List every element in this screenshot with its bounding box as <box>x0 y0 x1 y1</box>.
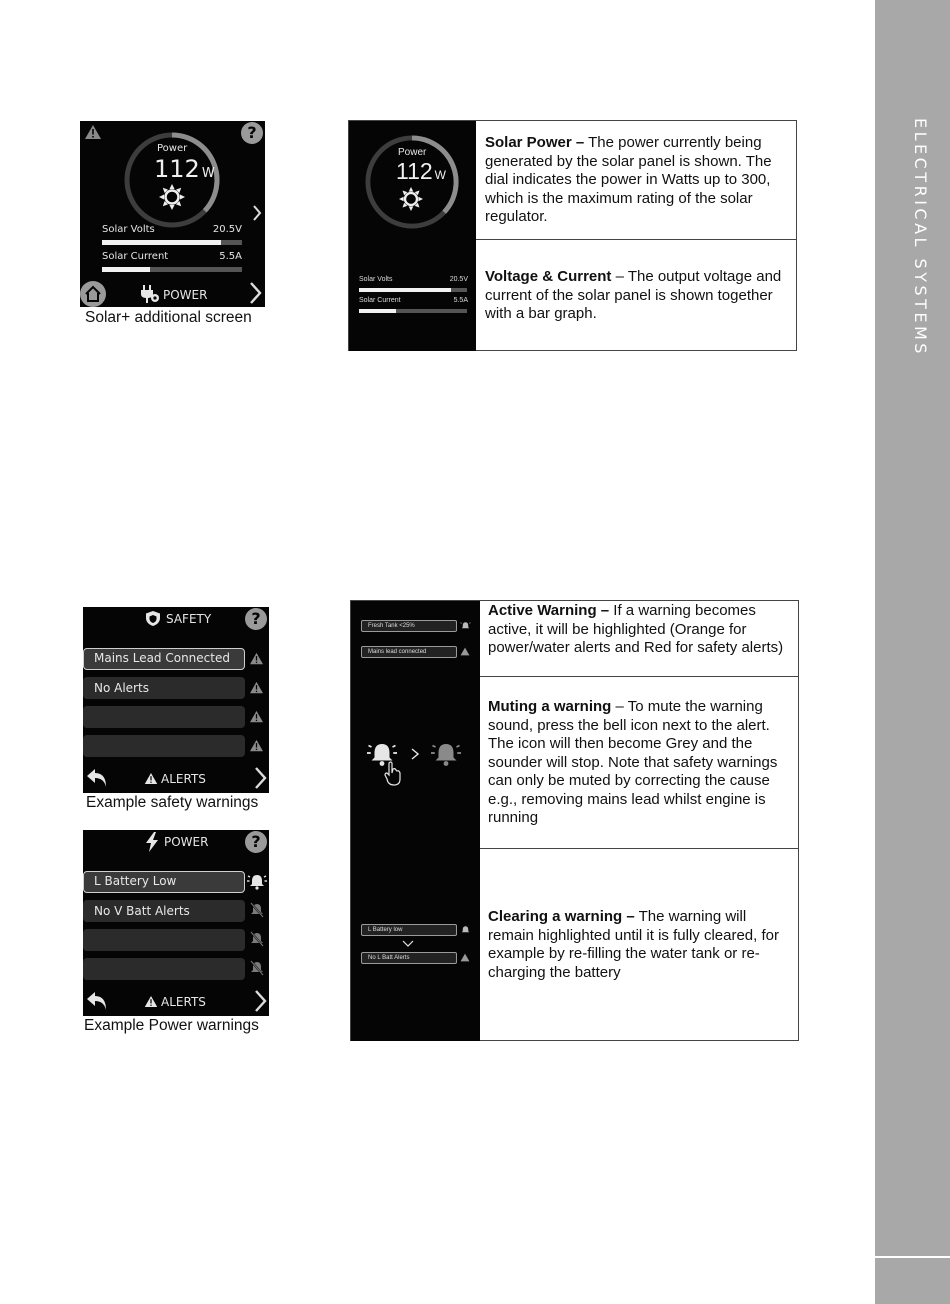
gauge-number: 112 <box>154 155 200 183</box>
solar-volts-bar <box>102 240 242 245</box>
mini-alert-row: Mains lead connected <box>361 646 457 658</box>
lightning-icon <box>145 832 159 852</box>
warning-icon[interactable] <box>249 681 264 694</box>
solar-bars-thumb <box>349 240 476 351</box>
safety-caption: Example safety warnings <box>86 794 259 811</box>
mini-current-fill <box>359 309 396 313</box>
solar-power-text <box>485 134 793 227</box>
active-warning-text <box>488 602 794 658</box>
footer-alerts-label: ALERTS <box>161 772 206 786</box>
footer-alerts-label: ALERTS <box>161 995 206 1009</box>
power-caption: Example Power warnings <box>84 1017 259 1034</box>
mini-volts-bar <box>359 288 467 292</box>
alert-row[interactable] <box>83 706 245 728</box>
clearing-warning-body: The warning will remain highlighted until it is fully cleared, for example by re-filling the water tank or re-charging the battery <box>488 908 779 981</box>
muted-bell-icon[interactable] <box>249 960 265 976</box>
voltage-current-title: Voltage & Current <box>485 268 612 285</box>
voltage-current-body: – The output voltage and current of the solar panel is shown together with a bar graph. <box>485 268 782 322</box>
muted-bell-icon[interactable] <box>249 902 265 918</box>
alert-row[interactable] <box>83 929 245 951</box>
solar-volts-bar-fill <box>102 240 221 245</box>
alert-row[interactable]: L Battery Low <box>83 871 245 893</box>
warning-info-table <box>350 600 799 1041</box>
section-side-tab <box>875 0 950 1304</box>
muting-warning-text <box>488 698 794 828</box>
tap-hand-icon <box>383 761 403 787</box>
help-icon[interactable]: ? <box>245 608 267 630</box>
mini-bell-icon <box>460 620 471 631</box>
alert-row[interactable] <box>83 735 245 757</box>
solar-current-bar-fill <box>102 267 150 272</box>
help-icon[interactable]: ? <box>241 122 263 144</box>
mini-alert-row: L Battery low <box>361 924 457 936</box>
plug-icon <box>140 285 160 303</box>
solar-current-bar <box>102 267 242 272</box>
row-divider <box>480 676 799 677</box>
warnings-thumb-column <box>351 601 480 1041</box>
back-arrow-icon[interactable] <box>85 767 109 789</box>
mini-volts-fill <box>359 288 451 292</box>
gauge-label: Power <box>157 143 188 154</box>
footer-power-label: POWER <box>163 288 208 302</box>
solar-current-value: 5.5A <box>219 251 242 262</box>
home-icon <box>80 281 106 307</box>
bell-icon[interactable] <box>247 872 267 890</box>
mini-volts-value: 20.5V <box>449 276 468 283</box>
next-arrow-icon[interactable] <box>253 989 267 1013</box>
row-divider <box>476 239 797 240</box>
help-icon[interactable]: ? <box>245 831 267 853</box>
power-screen <box>83 830 269 1016</box>
chevron-down-icon <box>402 940 414 947</box>
home-button[interactable] <box>80 281 106 307</box>
section-title: ELECTRICAL SYSTEMS <box>911 118 930 357</box>
active-warning-body: If a warning becomes active, it will be highlighted (Orange for power/water alerts and Red for safety alerts) <box>488 602 784 656</box>
solar-screen-caption: Solar+ additional screen <box>85 309 252 326</box>
alert-row[interactable]: Mains Lead Connected <box>83 648 245 670</box>
solar-volts-value: 20.5V <box>212 224 242 235</box>
alert-row[interactable]: No Alerts <box>83 677 245 699</box>
divider <box>875 1256 950 1258</box>
grey-bell-icon <box>431 739 461 767</box>
power-header: POWER <box>164 835 209 849</box>
clearing-warning-text <box>488 908 794 982</box>
next-arrow-icon[interactable] <box>248 281 262 305</box>
next-arrow-icon[interactable] <box>253 766 267 790</box>
mini-alert-row: Fresh Tank <25% <box>361 620 457 632</box>
solar-gauge-thumb <box>349 121 476 240</box>
thumb-sun-icon <box>399 187 423 211</box>
safety-screen <box>83 607 269 793</box>
solar-info-table <box>348 120 797 351</box>
solar-power-title: Solar Power – <box>485 134 585 151</box>
mini-current-value: 5.5A <box>453 297 468 304</box>
warning-icon[interactable] <box>84 124 102 140</box>
warning-icon[interactable] <box>249 652 264 665</box>
solar-power-body: The power currently being generated by the solar panel is shown. The dial indicates the power in Watts up to 300, which is the maximum rating of the solar regulator. <box>485 134 772 225</box>
thumb-gauge-unit: W <box>434 168 446 182</box>
alert-row[interactable] <box>83 958 245 980</box>
mini-alert-row: No L Batt Alerts <box>361 952 457 964</box>
mini-volts-label: Solar Volts <box>359 276 393 283</box>
active-warning-title: Active Warning – <box>488 602 610 619</box>
thumb-gauge-number: 112 <box>396 158 433 184</box>
warning-icon[interactable] <box>249 710 264 723</box>
next-page-icon[interactable] <box>252 205 262 221</box>
row-divider <box>480 848 799 849</box>
thumb-gauge-value <box>396 158 446 185</box>
clearing-warning-title: Clearing a warning – <box>488 908 635 925</box>
warning-icon[interactable] <box>249 739 264 752</box>
mini-current-label: Solar Current <box>359 297 401 304</box>
mini-warning-icon <box>460 953 470 962</box>
gauge-unit: W <box>201 166 215 181</box>
mini-warning-icon <box>460 647 470 656</box>
shield-icon <box>145 610 161 627</box>
solar-volts-label: Solar Volts <box>102 224 155 235</box>
sun-icon <box>159 184 185 210</box>
safety-header: SAFETY <box>166 612 212 626</box>
gauge-value <box>154 155 215 183</box>
alerts-warning-icon <box>144 772 158 785</box>
mini-current-bar <box>359 309 467 313</box>
muting-warning-title: Muting a warning <box>488 698 612 715</box>
back-arrow-icon[interactable] <box>85 990 109 1012</box>
solar-current-label: Solar Current <box>102 251 169 262</box>
alerts-warning-icon <box>144 995 158 1008</box>
chevron-right-icon <box>411 748 419 760</box>
thumb-gauge-label: Power <box>398 147 427 158</box>
mini-bell-icon <box>460 924 471 935</box>
voltage-current-text <box>485 268 793 324</box>
muted-bell-icon[interactable] <box>249 931 265 947</box>
muting-warning-body: – To mute the warning sound, press the bell icon next to the alert. The icon will then become Grey and the sounder will stop. Note that safety warnings can only be muted by correcting the cause e.g., removing mains lead whilst engine is running <box>488 698 778 826</box>
alert-row[interactable]: No V Batt Alerts <box>83 900 245 922</box>
solar-screen <box>80 121 265 307</box>
